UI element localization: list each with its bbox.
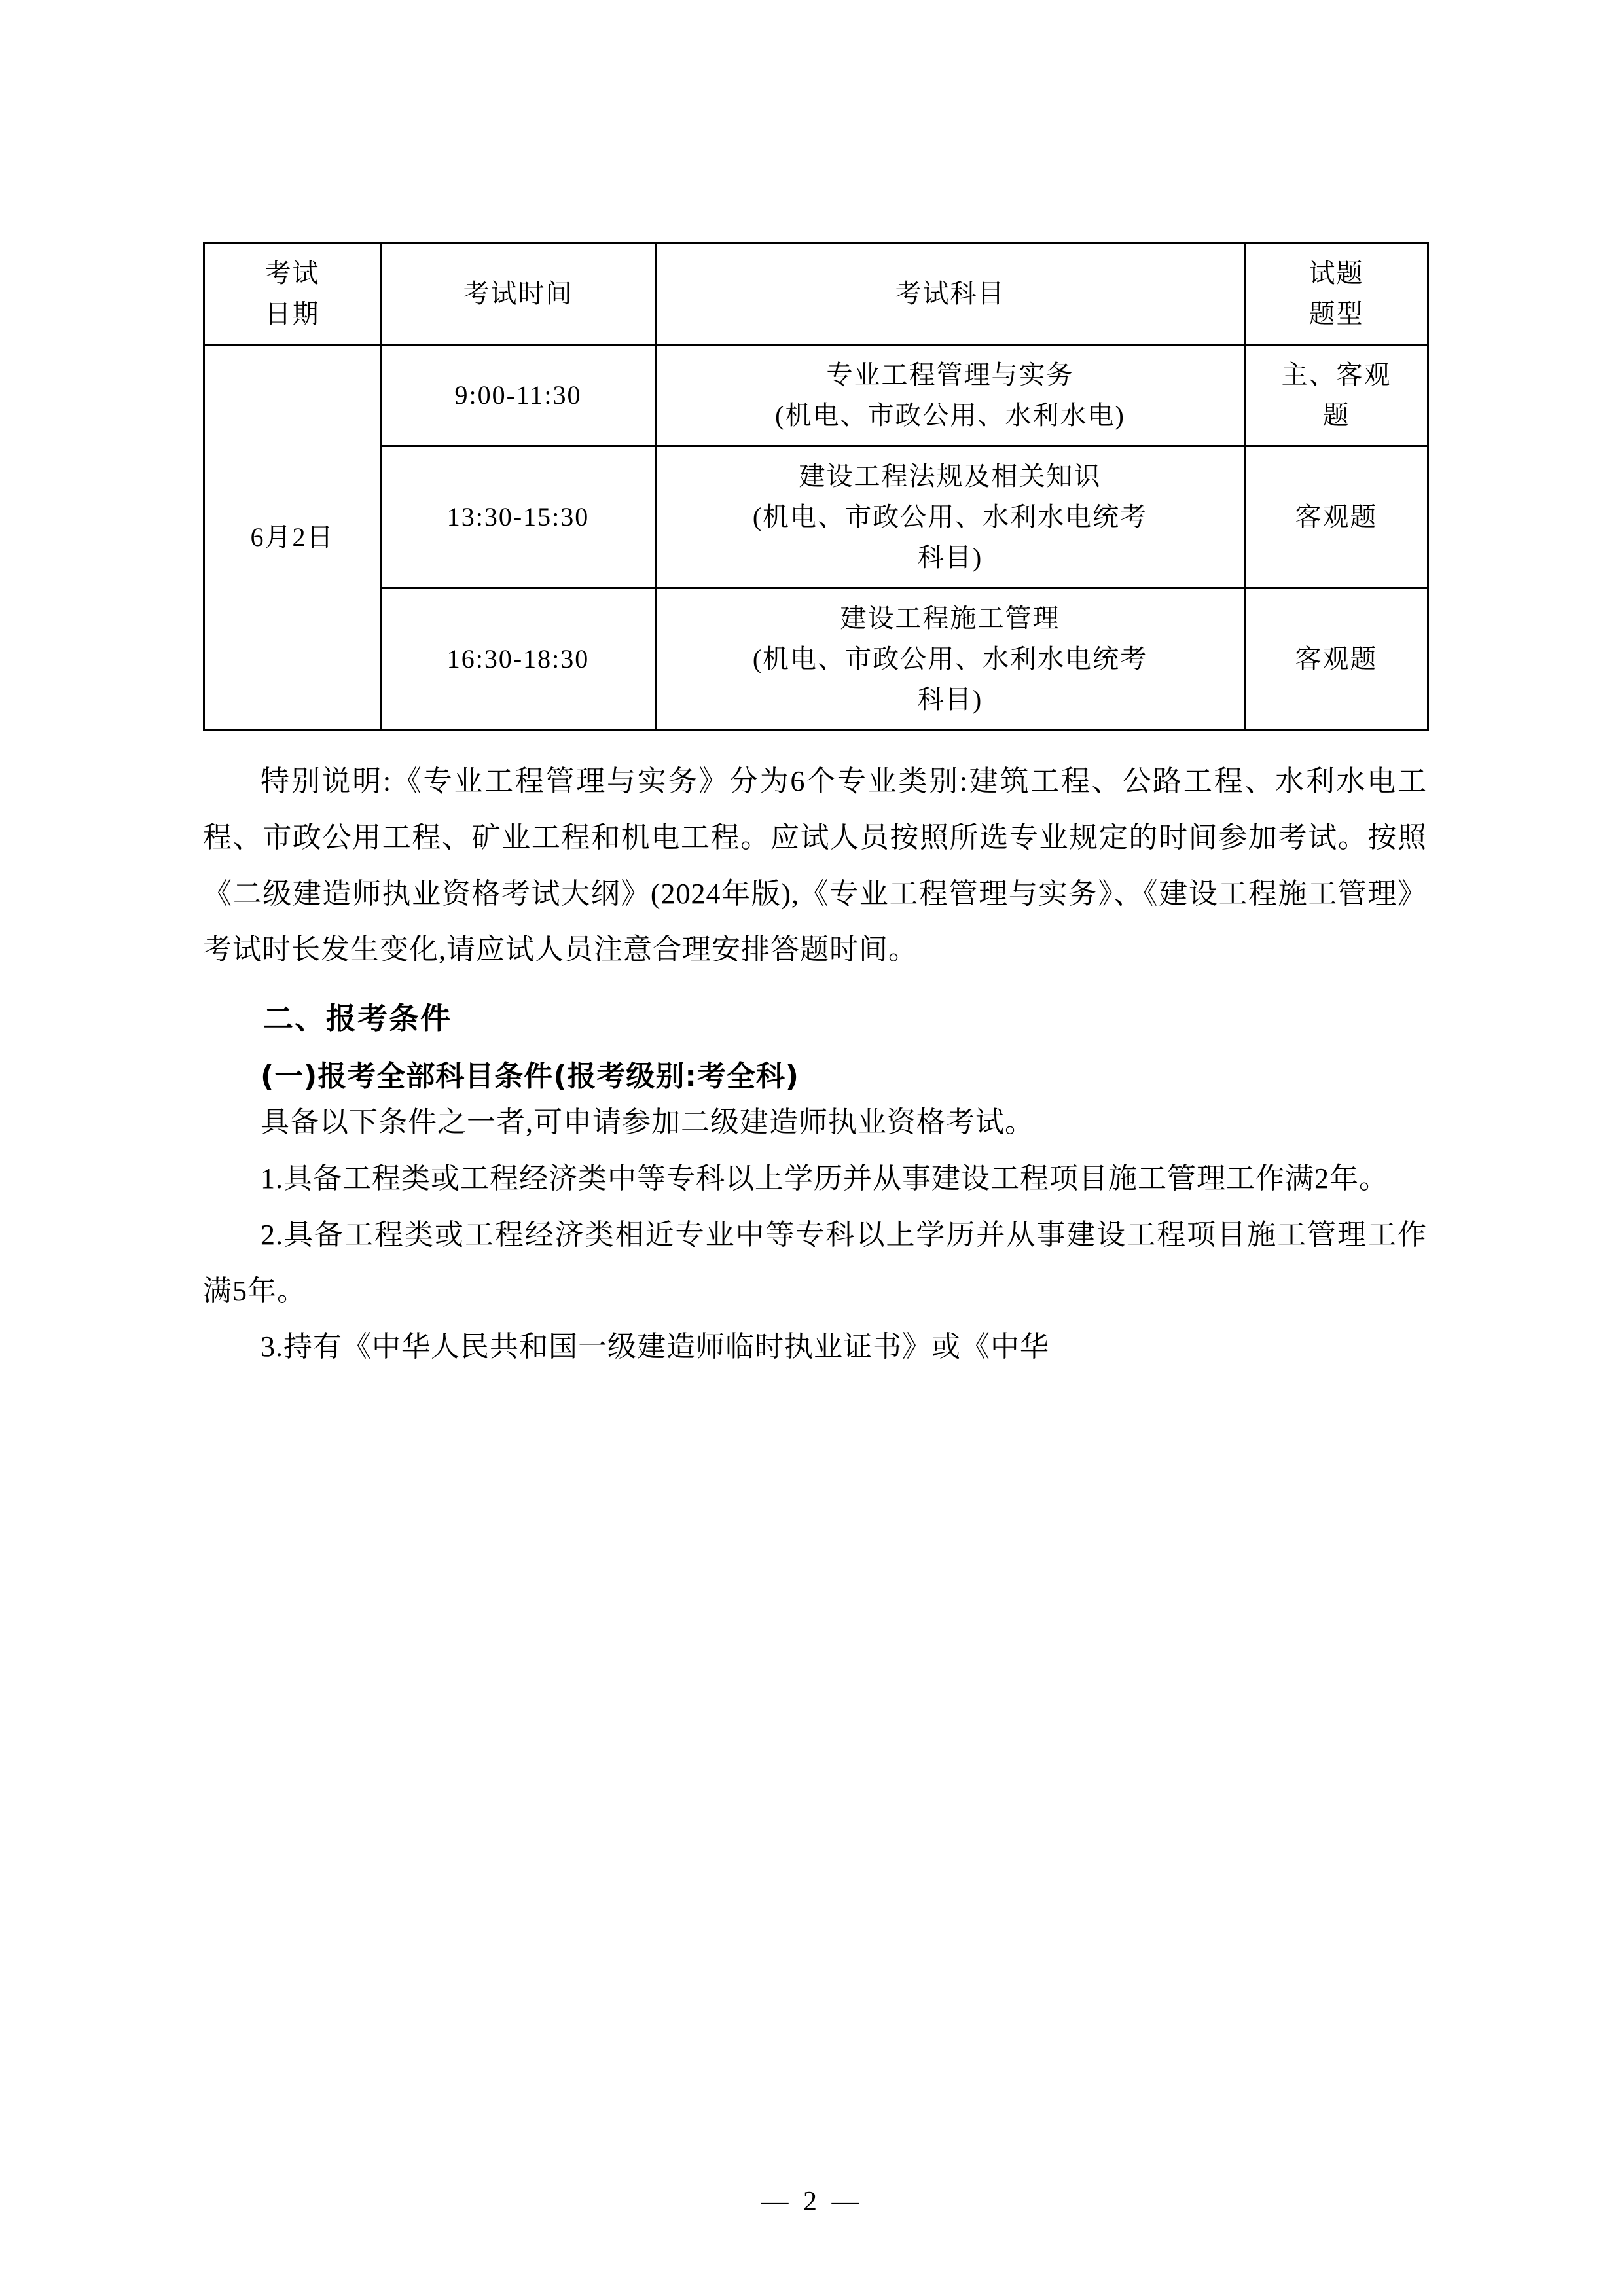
table-row	[204, 345, 1428, 446]
cell-exam-subject	[656, 345, 1245, 446]
paragraph-special-note: 特别说明:《专业工程管理与实务》分为6个专业类别:建筑工程、公路工程、水利水电工程、市政公用工程、矿业工程和机电工程。应试人员按照所选专业规定的时间参加考试。按照《二级建造师执业资格考试大纲》(2024年版),《专业工程管理与实务》、《建设工程施工管理》考试时长发生变化,请应试人员注意合理安排答题时间。	[203, 765, 1427, 966]
section-heading-requirements: 二、报考条件	[263, 1001, 452, 1037]
subject-line-3: 科目)	[917, 543, 983, 572]
paragraph-condition-item-3: 3.持有《中华人民共和国一级建造师临时执业证书》或《中华	[261, 1331, 1049, 1363]
header-exam-date	[204, 243, 381, 345]
paragraph-condition-item-1: 1.具备工程类或工程经济类中等专科以上学历并从事建设工程项目施工管理工作满2年。	[261, 1162, 1388, 1194]
subject-line-3: 科目)	[917, 685, 983, 714]
subject-line-2: (机电、市政公用、水利水电统考	[752, 644, 1148, 673]
type-line-2: 题	[1322, 401, 1350, 430]
header-exam-date-line2: 日期	[264, 299, 320, 329]
subject-line-2: (机电、市政公用、水利水电统考	[752, 502, 1148, 531]
cell-exam-time: 16:30-18:30	[381, 588, 656, 730]
table-row	[204, 588, 1428, 730]
type-line-1: 主、客观	[1281, 360, 1392, 389]
page-number: — 2 —	[761, 2187, 863, 2217]
header-question-type-line1: 试题	[1308, 259, 1364, 288]
subsection-heading-all-subjects: (一)报考全部科目条件(报考级别:考全科)	[261, 1060, 800, 1094]
subject-line-2: (机电、市政公用、水利水电)	[775, 401, 1125, 430]
exam-schedule-table	[203, 242, 1429, 731]
cell-exam-date: 6月2日	[204, 345, 381, 730]
cell-question-type: 客观题	[1245, 446, 1428, 588]
subject-line-1: 建设工程施工管理	[840, 603, 1060, 633]
cell-exam-time: 13:30-15:30	[381, 446, 656, 588]
table-header-row	[204, 243, 1428, 345]
header-exam-date-line1: 考试	[264, 259, 320, 288]
paragraph-condition-intro: 具备以下条件之一者,可申请参加二级建造师执业资格考试。	[261, 1106, 1034, 1139]
header-exam-subject: 考试科目	[656, 243, 1245, 345]
cell-exam-subject	[656, 588, 1245, 730]
header-question-type	[1245, 243, 1428, 345]
subject-line-1: 专业工程管理与实务	[826, 360, 1074, 389]
header-question-type-line2: 题型	[1308, 299, 1364, 329]
cell-question-type: 客观题	[1245, 588, 1428, 730]
cell-exam-subject	[656, 446, 1245, 588]
cell-question-type	[1245, 345, 1428, 446]
paragraph-condition-item-2: 2.具备工程类或工程经济类相近专业中等专科以上学历并从事建设工程项目施工管理工作满5年。	[203, 1218, 1427, 1307]
subject-line-1: 建设工程法规及相关知识	[799, 461, 1102, 491]
cell-exam-time: 9:00-11:30	[381, 345, 656, 446]
header-exam-time: 考试时间	[381, 243, 656, 345]
table-row	[204, 446, 1428, 588]
page-content	[203, 242, 1427, 1375]
